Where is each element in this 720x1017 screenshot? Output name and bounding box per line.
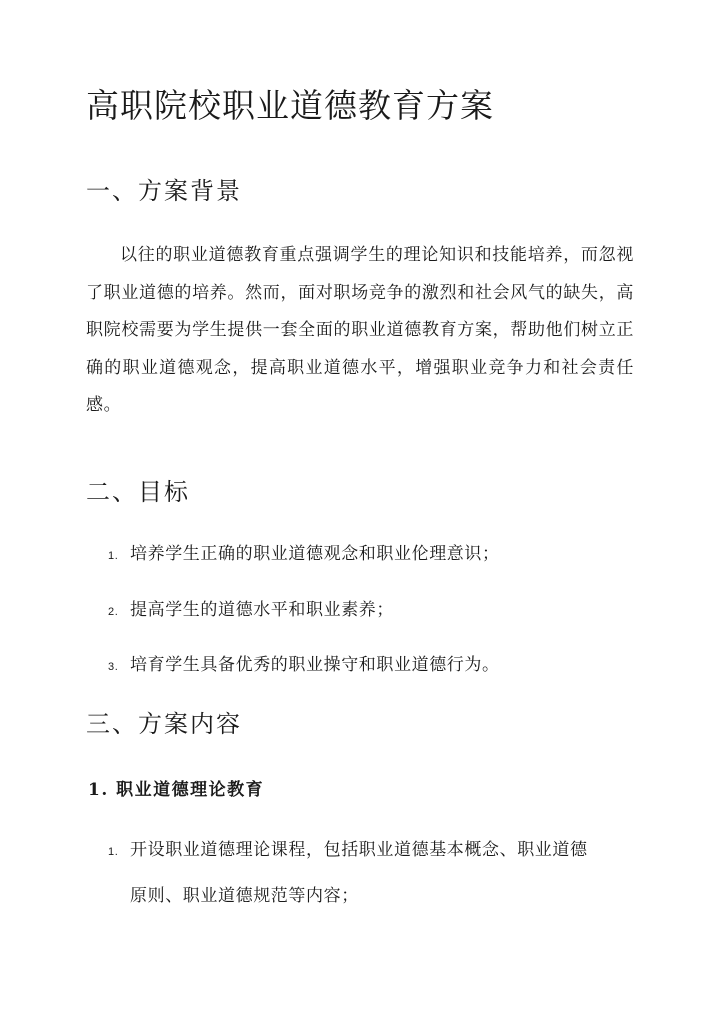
section-heading-background: 一、方案背景 [86,177,242,205]
list-item-text: 开设职业道德理论课程，包括职业道德基本概念、职业道德 [130,840,588,860]
list-item-text: 培育学生具备优秀的职业操守和职业道德行为。 [130,655,500,675]
list-item-number: 1. [108,550,119,562]
list-item-number: 2. [108,606,119,618]
list-item-text: 培养学生正确的职业道德观念和职业伦理意识； [130,544,500,564]
list-item [108,828,608,918]
list-item-number: 1. [108,846,119,858]
document-title: 高职院校职业道德教育方案 [86,86,494,125]
list-item-text-continued: 原则、职业道德规范等内容； [130,886,359,906]
background-paragraph: 以往的职业道德教育重点强调学生的理论知识和技能培养，而忽视了职业道德的培养。然而，面对职场竞争的激烈和社会风气的缺失，高职院校需要为学生提供一套全面的职业道德教育方案，帮助他们树立正确的职业道德观念，提高职业道德水平，增强职业竞争力和社会责任感。 [86,245,634,415]
list-item [108,588,628,634]
list-item-text: 提高学生的道德水平和职业素养； [130,600,394,620]
list-item-number: 3. [108,661,119,673]
list-item [108,643,628,689]
subsection-heading: 1. 职业道德理论教育 [88,780,265,800]
list-item [108,532,628,578]
section-heading-content: 三、方案内容 [86,710,242,738]
section-heading-goals: 二、目标 [86,478,190,506]
